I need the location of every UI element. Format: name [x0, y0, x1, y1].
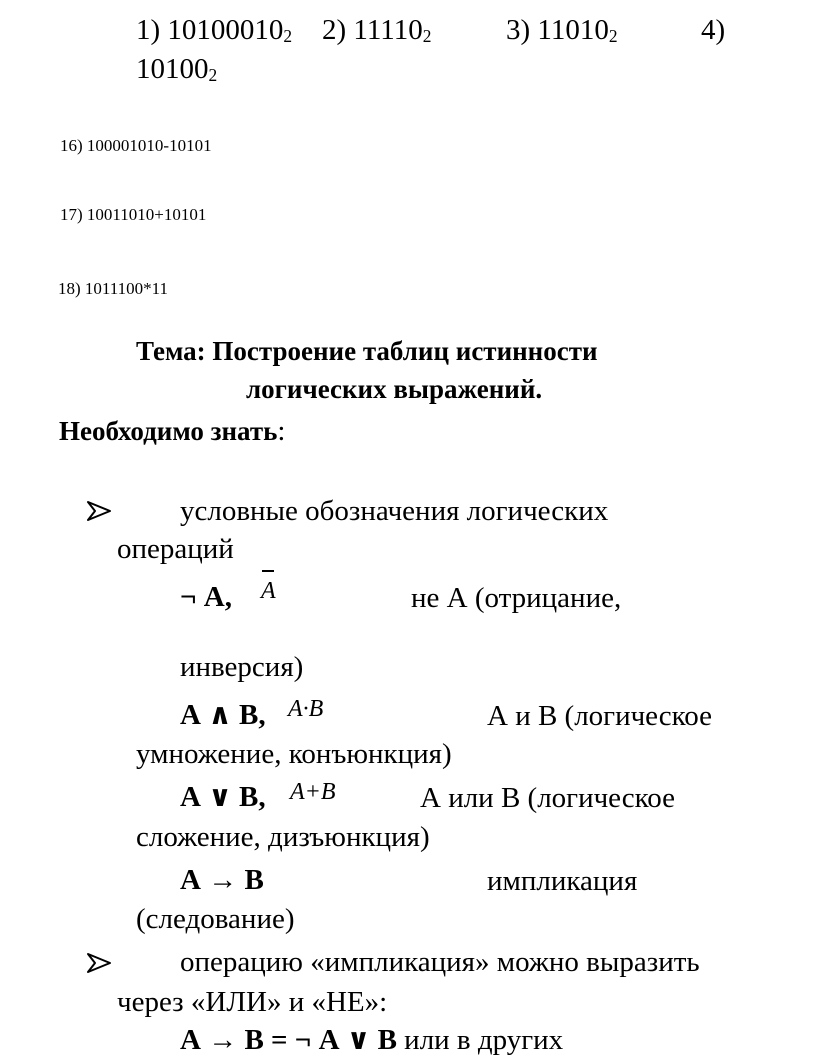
option-4-label: 4)	[701, 14, 726, 46]
and-alt-notation: A·B	[288, 696, 324, 722]
bullet2-line1: операцию «импликация» можно выразить	[180, 946, 700, 978]
not-description-line1: не А (отрицание,	[411, 582, 622, 614]
or-description-line2: сложение, дизъюнкция)	[136, 821, 430, 853]
implication-description-line1: импликация	[487, 865, 638, 897]
topic-title-line2: логических выражений.	[246, 374, 543, 404]
option-3: 3) $11010_2$	[506, 14, 618, 47]
not-alt-notation: A	[261, 578, 276, 604]
and-symbol: А ∧ В,	[180, 699, 266, 731]
bullet2-line2: через «ИЛИ» и «НЕ»:	[117, 986, 388, 1018]
implication-description-line2: (следование)	[136, 903, 295, 935]
bullet1-line1: условные обозначения логических	[180, 495, 609, 527]
or-symbol: А ∨ В,	[180, 781, 266, 813]
exercise-16: 16) 100001010-10101	[60, 136, 212, 155]
or-description-line1: А или В (логическое	[420, 782, 675, 814]
bullet1-line2: операций	[117, 533, 234, 565]
arrowhead-bullet-icon	[86, 952, 112, 978]
option-1: 1) $10100010_2$	[136, 14, 293, 47]
need-to-know-heading: Необходимо знать:	[59, 415, 286, 447]
not-symbol: ¬ А,	[180, 581, 232, 613]
implication-symbol: А → В	[180, 864, 264, 896]
implication-formula: А → В = ¬ А ∨ В или в других	[180, 1024, 564, 1056]
and-description-line1: А и В (логическое	[487, 700, 712, 732]
or-alt-notation: A+B	[290, 779, 336, 805]
option-4-value: $10100_2$	[136, 53, 218, 86]
and-description-line2: умножение, конъюнкция)	[136, 738, 452, 770]
exercise-18: 18) 1011100*11	[58, 279, 169, 298]
exercise-17: 17) 10011010+10101	[60, 205, 207, 224]
overline-bar	[262, 570, 274, 572]
not-description-line2: инверсия)	[180, 651, 304, 683]
arrowhead-bullet-icon	[86, 500, 112, 526]
option-2: 2) $11110_2$	[322, 14, 432, 47]
topic-title-line1: Тема: Построение таблиц истинности	[136, 336, 598, 366]
